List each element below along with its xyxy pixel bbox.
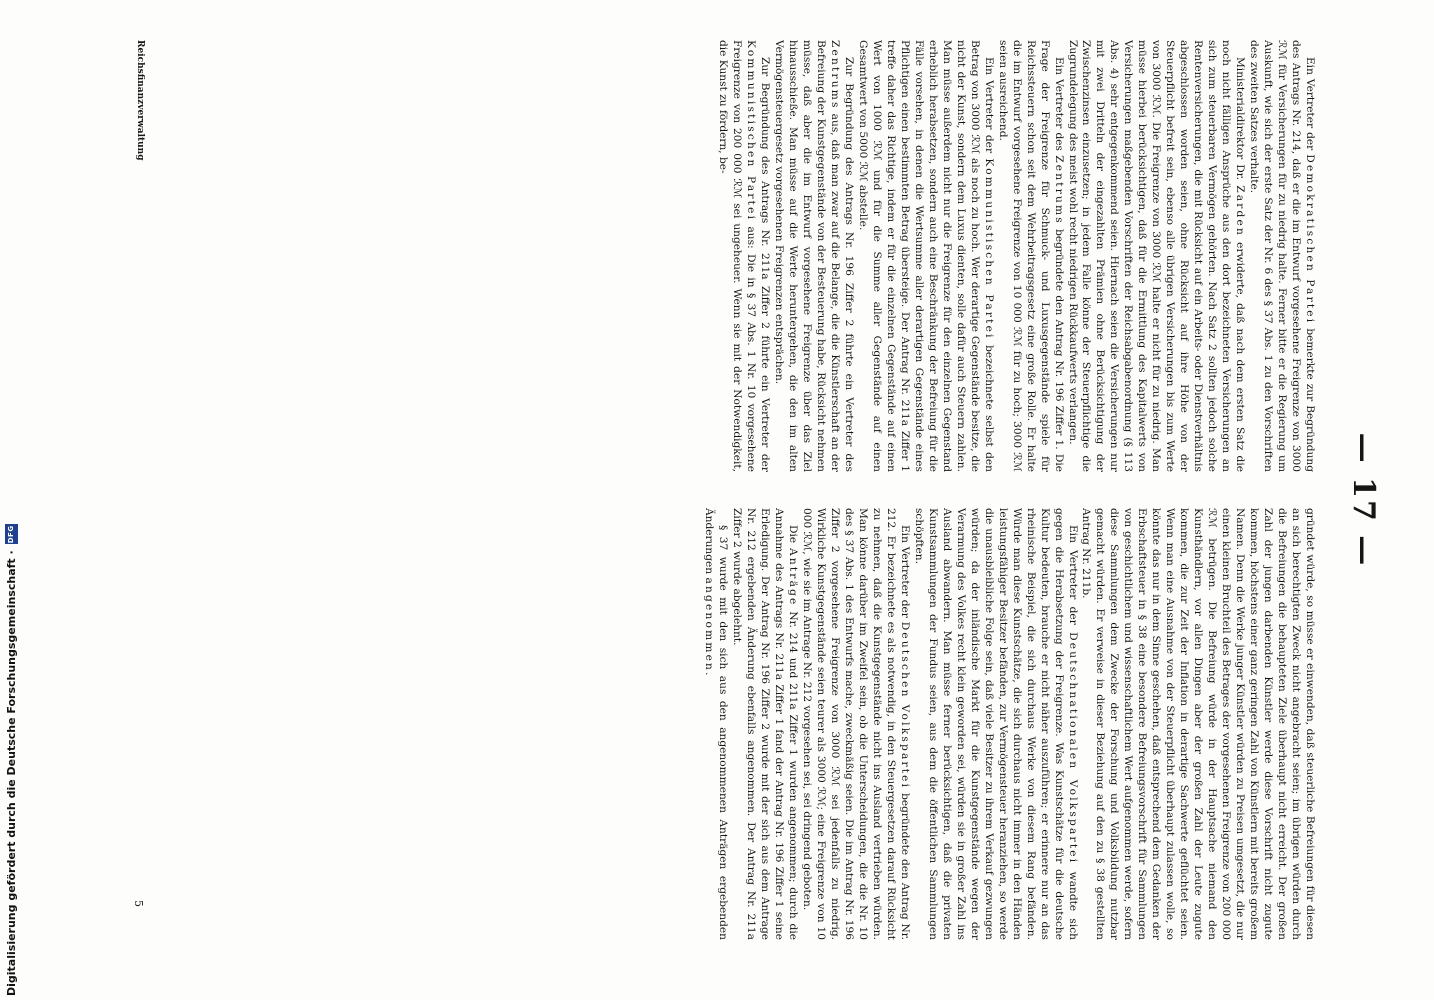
party-name: Demokratischen Partei [1304,154,1316,325]
paragraph-text: wandte sich gegen die Herabsetzung der Freigrenze. Was Kunstschätze für die deutsche Kultur bedeuten, brauche er nicht näher auszuführen; er erinnere nur an das rheinische Beispiel, die sich durchaus Werke von diesem Rang befänden. Würde man diese Kunstschätze, die sich durchaus nicht immer in den Händen leistungsfähiger Besitzer befänden, zur Vermögensteuer heranziehen, so werde die unausbleibliche Folge sein, daß viele Besitzer zu ihrem Verkauf gezwungen würden; da der inländische Markt für die Kunstgegenstände wegen der Verarmung des Volkes recht klein geworden sei, würden sie in großer Zahl ins Ausland abwandern. Man müsse ferner berücksichtigen, daß die privaten Kunstsammlungen der Fundus seien, aus dem die öffentlichen Sammlungen schöpften. [912,508,1079,940]
digitization-credit-text: Digitalisierung gefördert durch die Deutsche Forschungsgemeinschaft · [4,550,18,996]
text-column-left [146,40,1316,472]
paragraph-text: begründete den Antrag Nr. 212. Er bezeichnete es als notwendig, in den Steuergesetzen darauf Rücksicht zu nehmen, daß die Kunstgegenstände nicht ins Ausland vertrieben würden. Man könne darüber im Zweifel sein, ob die Unterscheidungen, die die Nr. 10 des § 37 Abs. 1 des Entwurfs mache, zweckmäßig seien. Die im Antrag Nr. 196 Ziffer 2 vorgesehene Freigrenze von 3000 ℛℳ sei jedenfalls zu niedrig. Wirkliche Kunstgegenstände seien teurer als 3000 ℛℳ; eine Freigrenze von 10 000 ℛℳ, wie sie im Antrage Nr. 212 vorgesehen sei, sei dringend geboten. [801,508,911,940]
dfg-logo-icon: DFG [5,524,18,544]
paragraph-lead: Ein Vertreter der [1304,56,1316,155]
paragraph-text: aus: Die in § 37 Abs. 1 Nr. 10 vorgesehene Freigrenze von 200 000 ℛℳ sei ungeheuer. Wenn sie mit der Notwendigkeit, die Kunst zu fördern, be- [717,40,758,472]
paragraph [799,508,911,940]
footer-label: Reichsfinanzverwaltung [135,40,145,161]
party-name: Zentrums [1052,155,1065,225]
paragraph [771,40,855,472]
paragraph-text: Nr. 214 und 211a Ziffer 1 wurden angenommen; durch die Annahme des Antrags Nr. 211a Ziffer 1 fand der Antrag Nr. 196 Ziffer 1 seine Erledigung. Der Antrag Nr. 196 Ziffer 2 wurde mit der sich aus dem Antrage Nr. 212 ergebenden Änderung ebenfalls angenommen. Der Antrag Nr. 211a Ziffer 2 wurde abgelehnt. [731,508,800,940]
paragraph-text: gründet würde, so müsse er einwenden, daß steuerliche Befreiungen für diesen an sich berechtigten Zweck nicht angebracht seien; im übrigen würden durch die Befreiungen die behaupteten Ziele überhaupt nicht erreicht. Der großen Zahl der jungen darbenden Künstler werde diese Vorschrift nicht zugute kommen, höchstens einer ganz geringen Zahl von Künstlern mit bereits großem Namen. Denn die Werke junger Künstler würden zu Preisen umgesetzt, die nur einen kleinen Bruchteil des Betrages der vorgesehenen Freigrenze von 200 000 ℛℳ betrügen. Die Befreiung würde in der Hauptsache niemand den Kunsthändlern, vor allen Dingen aber der großen Zahl der Leute zugute kommen, die zur Zeit der Inflation in derartige Sachwerte geflüchtet seien. Wenn man eine Ausnahme von der Steuerpflicht überhaupt zulassen wolle, so könnte das nur in dem Sinne geschehen, daß entsprechend dem Gedanken der Erbschaftsteuer in § 38 eine besondere Befreiungsvorschrift für Sammlungen von geschichtlichem und wissenschaftlichem Wert aufgenommen werde, sofern diese Sammlungen dem Zwecke der Forschung und Volksbildung nutzbar gemacht würden. Er verweise in dieser Beziehung auf den zu § 38 gestellten Antrag Nr. 211b. [1080,508,1316,940]
paragraph-text: . [703,672,716,676]
party-name: Deutschen Volkspartei [898,621,911,790]
paragraph-text: begründete den Antrag Nr. 196 Ziffer 1. Die Frage der Freigrenze für Schmuck- und Luxusgegenstände spiele für Reichssteuern schon seit dem Wehrbeitragsgesetz eine große Rolle. Er halte die im Entwurf vorgesehene Freigrenze von 10 000 ℛℳ für zu hoch; 3000 ℛℳ seien ausreichend. [996,40,1065,472]
paragraph [911,508,1079,940]
paragraph-lead: Ein Vertreter der [898,524,911,622]
paragraph [1079,508,1316,940]
party-name: Kommunistischen Partei [982,158,995,340]
paragraph [729,508,799,940]
paragraph-lead: § 37 wurde mit den sich aus den angenommenen Anträgen ergebenden Änderungen [703,508,730,940]
party-name: Kommunistischen Partei [745,40,758,222]
paragraph [855,40,995,472]
paragraph-lead: Ein Vertreter der [1066,524,1079,633]
paragraph-lead: Ein Vertreter des [1052,56,1065,156]
text-column-right [146,508,1316,940]
paragraph [995,40,1065,472]
paragraph-lead: Ministerialdirektor Dr. [1234,56,1247,186]
paragraph-text: bezeichnete selbst den Betrag von 3000 ℛℳ als noch zu hoch. Wer derartige Gegenstände besitze, die nicht der Kunst, sondern dem Luxus dienten, solle dafür auch Steuern zahlen. Man müsse außerdem nicht nur die Freigrenze für den einzelnen Gegenstand erheblich herabsetzen, sondern auch eine Beschränkung der Befreiung für die Fälle vorsehen, in denen die Wertsumme aller derartigen Gegenstände eines Pflichtigen einen bestimmten Betrag übersteige. Der Antrag Nr. 211a Ziffer 1 treffe daher das Richtige, indem er für die einzelnen Gegenstände auf einen Wert von 1000 ℛℳ und für die Summe aller Gegenstände auf einen Gesamtwert von 5000 ℛℳ abstelle. [857,40,995,472]
signature-mark: 5 [132,900,145,907]
paragraph-text: bemerkte zur Begründung des Antrags Nr. 214, daß er die im Entwurf vorgesehene Freigrenze von 3000 ℛℳ für Versicherungen für zu niedrig halte. Ferner bitte er die Regierung um Auskunft, wie sich der erste Satz der Nr. 6 des § 37 Abs. 1 zu den Vorschriften des zweiten Satzes verhalte. [1248,40,1316,472]
paragraph-lead: Zur Begründung des Antrags Nr. 196 Ziffer 2 führte ein Vertreter des [843,56,856,472]
paragraph-lead: Ein Vertreter der [982,56,995,159]
speaker-name: Zarden [1234,185,1247,238]
party-name: Zentrums [829,40,842,110]
page-number: — 17 — [1346,432,1381,568]
party-name: Deutschnationalen Volkspartei [1066,632,1079,865]
paragraph [715,40,771,472]
paragraph-text: aus, daß man zwar auf die Belange, die die Künstlerschaft an der Befreiung der Kunstgegenstände von der Besteuerung habe, Rücksicht nehmen müsse, daß aber die im Entwurf vorgesehene Freigrenze über das Ziel hinausschieße. Man müsse auf die Werte heruntergehen, die den im alten Vermögensteuergesetz vorgesehenen Freigrenzen entsprächen. [773,40,842,472]
paragraph [1246,40,1316,472]
digitization-credit [4,524,18,996]
paragraph [701,508,729,940]
resolution-keyword: angenommen [703,577,716,673]
paragraph-text: erwiderte, daß nach dem ersten Satz die noch nicht fälligen Ansprüche aus den dort bezeichneten Versicherungen an sich zum steuerbaren Vermögen gehörten. Nach Satz 2 sollten jedoch solche Rentenversicherungen, die mit Rücksicht auf ein Arbeits- oder Dienstverhältnis abgeschlossen worden seien, ohne Rücksicht auf ihre Höhe von der Steuerpflicht befreit sein, ebenso alle übrigen Versicherungen bis zum Werte von 3000 ℛℳ. Die Freigrenze von 3000 ℛℳ halte er nicht für zu niedrig. Man müsse hierbei berücksichtigen, daß für die Ermittlung des Kapitalwerts von Versicherungen maßgebenden Vorschriften der Reichsabgabenordnung (§ 113 Abs. 4) sehr entgegenkommend seien. Hiernach seien die Versicherungen nur mit zwei Dritteln der eingezahlten Prämien ohne Berücksichtigung der Zwischenzinsen einzusetzen; in jedem Falle könne der Steuerpflichtige die Zugrundelegung des meist wohl recht niedrigen Rückkaufwerts verlangen. [1066,40,1247,472]
paragraph-lead: Die [787,524,800,548]
motion-keyword: Anträge [787,547,800,607]
paragraph [1065,40,1247,472]
paragraph-lead: Zur Begründung des Antrags Nr. 211a Ziffer 2 führte ein Vertreter der [759,56,772,472]
